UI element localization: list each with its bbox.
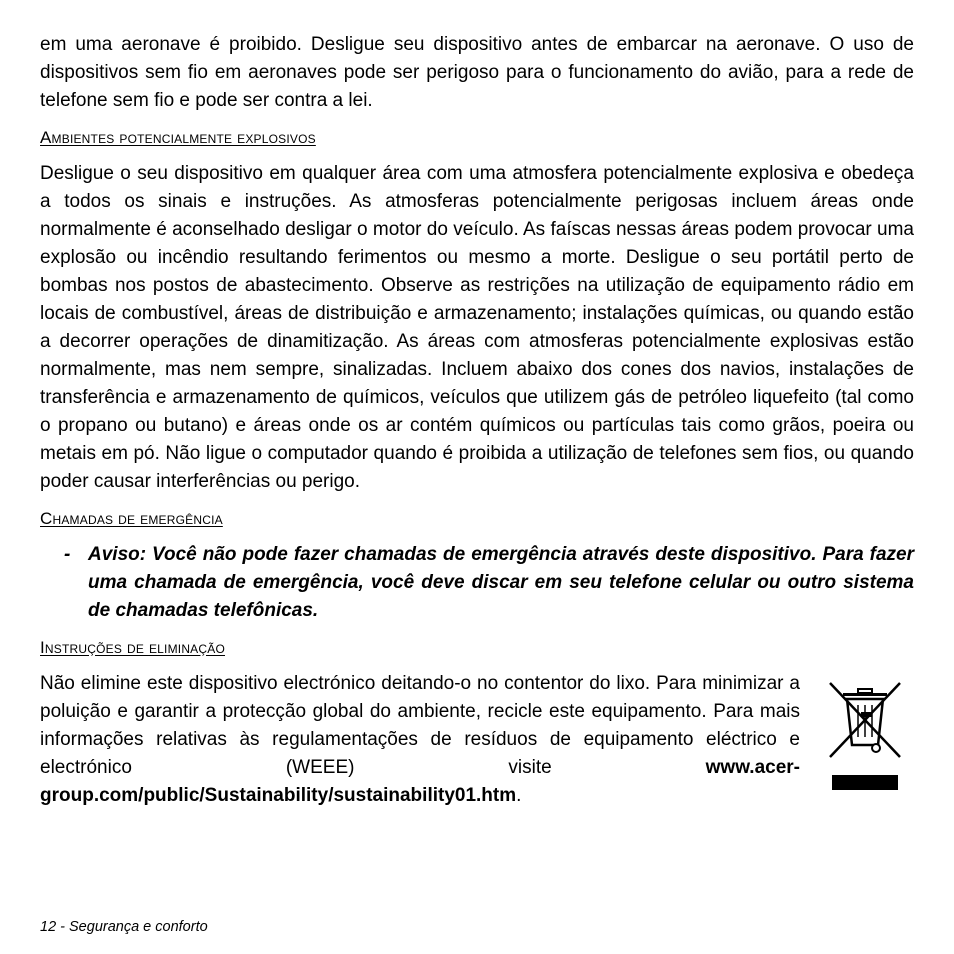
disposal-text: Não elimine este dispositivo electrónico deitando-o no contentor do lixo. Para minimizar a poluição e garantir a protecção global do ambiente, recicle este equipamento. Para mais informações relativas às regulamentações de resíduos de equipamento eléctrico e electrónico (WEEE) visite <box>40 673 800 778</box>
heading-disposal-instructions: Instruções de eliminação <box>40 638 225 657</box>
heading-explosive-environments: Ambientes potencialmente explosivos <box>40 128 316 147</box>
emergency-warning-text: Aviso: Você não pode fazer chamadas de emergência através deste dispositivo. Para fazer uma chamada de emergência, você deve discar em seu telefone celular ou outro sistema de chamadas telefônicas. <box>88 544 914 621</box>
emergency-warning <box>40 541 914 625</box>
document-page <box>40 31 914 810</box>
sustainability-link[interactable]: www.acer-group.com/public/Sustainability/sustainability01.htm <box>40 757 800 806</box>
disposal-section <box>40 670 914 810</box>
page-footer: 12 - Segurança e conforto <box>40 919 208 935</box>
disposal-end: . <box>516 785 522 806</box>
disposal-paragraph <box>40 670 800 810</box>
weee-crossed-bin-icon <box>824 679 906 796</box>
explosive-paragraph: Desligue o seu dispositivo em qualquer área com uma atmosfera potencialmente explosiva e obedeça a todos os sinais e instruções. As atmosferas potencialmente perigosas incluem áreas onde normalmente é aconselhado desligar o motor do veículo. As faíscas nessas áreas podem provocar uma explosão ou incêndio resultando ferimentos ou mesmo a morte. Desligue o seu portátil perto de bombas nos postos de abastecimento. Observe as restrições na utilização de equipamento rádio em locais de combustível, áreas de distribuição e armazenamento; instalações químicas, ou quando estão a decorrer operações de dinamitização. As áreas com atmosferas potencialmente explosivas estão normalmente, mas nem sempre, sinalizadas. Incluem abaixo dos cones dos navios, instalações de transferência e armazenamento de químicos, veículos que utilizem gás de petróleo liquefeito (tal como o propano ou butano) e áreas onde os ar contém químicos ou partículas tais como grãos, poeira ou metais em pó. Não ligue o computador quando é proibida a utilização de telefones sem fios, ou quando poder causar interferências ou perigo. <box>40 163 914 492</box>
heading-emergency-calls: Chamadas de emergência <box>40 509 223 528</box>
intro-paragraph: em uma aeronave é proibido. Desligue seu dispositivo antes de embarcar na aeronave. O uso de dispositivos sem fio em aeronaves pode ser perigoso para o funcionamento do avião, para a rede de telefone sem fio e pode ser contra a lei. <box>40 34 914 111</box>
bullet-dash: - <box>64 544 71 565</box>
